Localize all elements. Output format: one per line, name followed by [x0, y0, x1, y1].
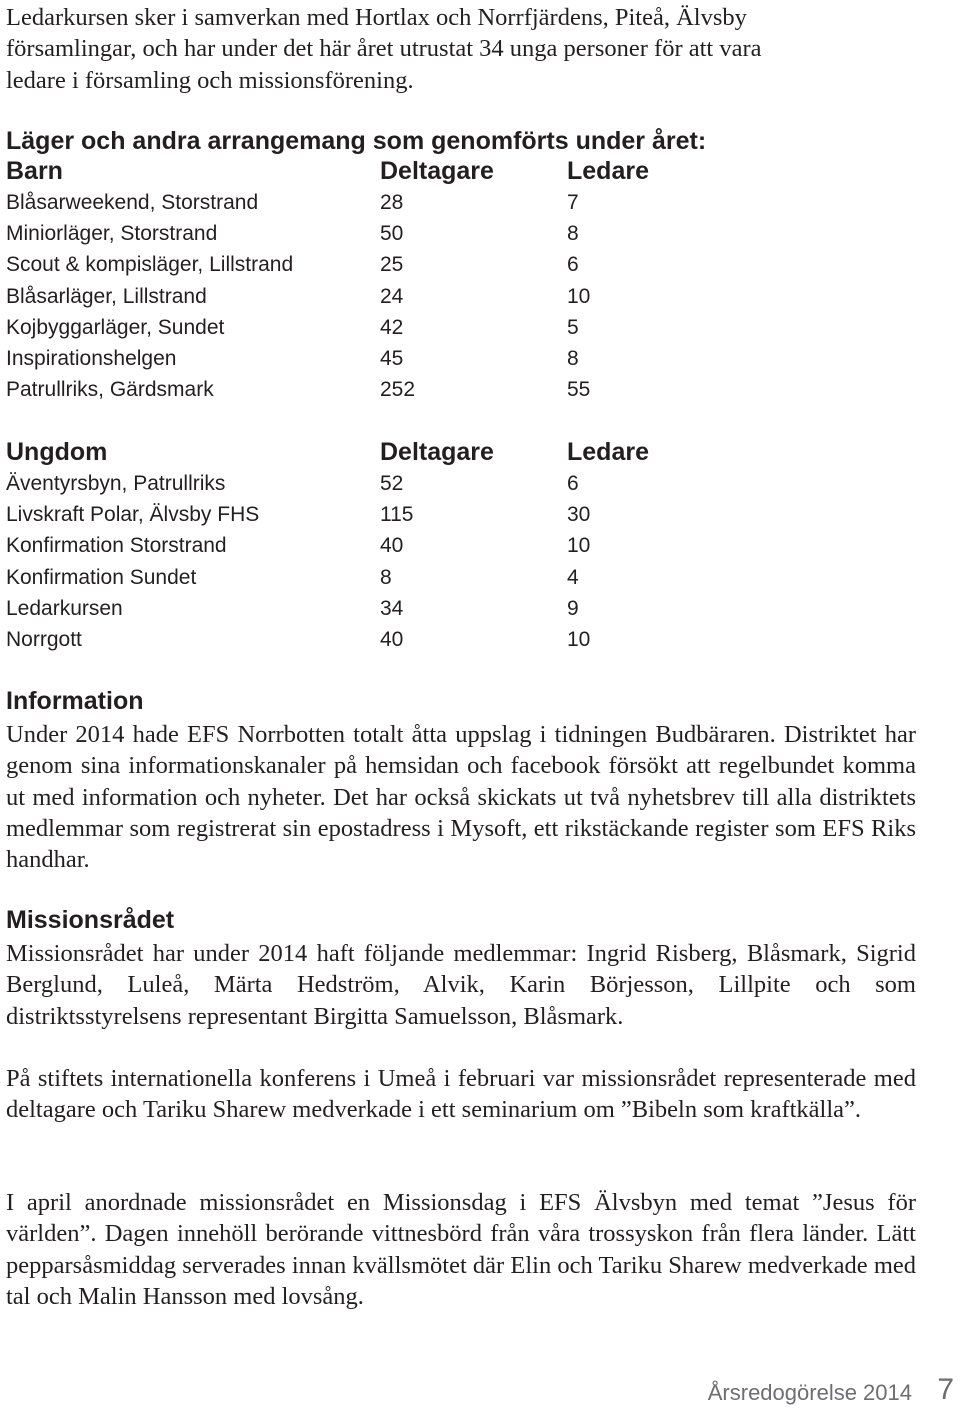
leaders-count: 6 [567, 472, 579, 495]
intro-line: ledare i församling och missionsförening. [6, 66, 414, 94]
event-name: Inspirationshelgen [6, 346, 177, 370]
event-name: Livskraft Polar, Älvsby FHS [6, 503, 260, 527]
mission-paragraph: I april anordnade missionsrådet en Missionsdag i EFS Älvsbyn med temat ”Jesus för världen”. Dagen innehöll berörande vittnesbörd från våra trossyskon från flera länder. Lätt pepparsåsmiddag serverades innan kvällsmötet där Elin och Tariku Sharew medverkade med tal och Malin Hansson med lovsång. [6, 1189, 916, 1310]
footer-title: Årsredogörelse 2014 [707, 1380, 912, 1405]
mission-heading: Missionsrådet [6, 906, 175, 934]
participants-count: 8 [380, 565, 392, 589]
leaders-count: 10 [567, 284, 591, 308]
leaders-count: 30 [567, 503, 591, 527]
participants-count: 115 [380, 503, 414, 527]
table-header-row [6, 436, 706, 468]
participants-count: 45 [380, 346, 404, 370]
leaders-count: 5 [567, 315, 579, 339]
column-header-participants: Deltagare [380, 157, 494, 185]
table-row [6, 343, 706, 374]
leaders-count: 9 [567, 596, 579, 620]
column-header-leaders: Ledare [567, 157, 649, 185]
event-name: Blåsarläger, Lillstrand [6, 284, 207, 308]
leaders-count: 10 [567, 627, 591, 651]
event-name: Patrullriks, Gärdsmark [6, 378, 214, 402]
table-row [6, 312, 706, 343]
participants-count: 25 [380, 253, 404, 277]
participants-count: 34 [380, 596, 404, 620]
event-name: Ledarkursen [6, 596, 123, 620]
youth-events-table [6, 436, 706, 655]
leaders-count: 55 [567, 378, 591, 402]
table-row [6, 281, 706, 312]
table-header-row [6, 155, 706, 187]
events-heading: Läger och andra arrangemang som genomförts under året: [6, 127, 707, 155]
table-row [6, 249, 706, 280]
participants-count: 40 [380, 627, 404, 651]
table-row [6, 624, 706, 655]
event-name: Norrgott [6, 627, 82, 651]
column-header-category: Barn [6, 157, 63, 185]
table-row [6, 530, 706, 561]
information-paragraph: Under 2014 hade EFS Norrbotten totalt åtta uppslag i tidningen Budbäraren. Distriktet har genom sina informationskanaler på hemsidan och facebook försökt att regelbundet komma ut med information och nyheter. Det har också skickats ut två nyhetsbrev till alla distriktets medlemmar som registrerat sin epostadress i Mysoft, ett rikstäckande register som EFS Riks handhar. [6, 721, 916, 874]
intro-line: Ledarkursen sker i samverkan med Hortlax och Norrfjärdens, Piteå, Älvsby [6, 4, 747, 31]
leaders-count: 8 [567, 346, 579, 370]
table-row [6, 562, 706, 593]
event-name: Scout & kompisläger, Lillstrand [6, 253, 294, 277]
table-row [6, 218, 706, 249]
leaders-count: 4 [567, 565, 579, 589]
participants-count: 42 [380, 315, 404, 339]
participants-count: 28 [380, 191, 404, 214]
participants-count: 52 [380, 472, 404, 495]
event-name: Miniorläger, Storstrand [6, 222, 218, 246]
table-row [6, 499, 706, 530]
participants-count: 40 [380, 534, 404, 558]
intro-line: församlingar, och har under det här året utrustat 34 unga personer för att vara [6, 35, 762, 63]
event-name: Kojbyggarläger, Sundet [6, 315, 225, 339]
participants-count: 24 [380, 284, 404, 308]
mission-paragraph: Missionsrådet har under 2014 haft följande medlemmar: Ingrid Risberg, Blåsmark, Sigrid Berglund, Luleå, Märta Hedström, Alvik, Karin Börjesson, Lillpite och som distriktsstyrelsens representant Birgitta Samuelsson, Blåsmark. [6, 940, 916, 1030]
table-row [6, 374, 706, 405]
table-row [6, 593, 706, 624]
intro-paragraph [6, 2, 954, 96]
leaders-count: 8 [567, 222, 579, 246]
event-name: Blåsarweekend, Storstrand [6, 191, 259, 214]
mission-paragraph: På stiftets internationella konferens i Umeå i februari var missionsrådet representerade med deltagare och Tariku Sharew medverkade i ett seminarium om ”Bibeln som kraftkälla”. [6, 1065, 916, 1124]
page-number: 7 [937, 1373, 954, 1406]
participants-count: 50 [380, 222, 404, 246]
table-row [6, 187, 706, 218]
event-name: Konfirmation Sundet [6, 565, 197, 589]
column-header-category: Ungdom [6, 438, 108, 466]
event-name: Konfirmation Storstrand [6, 534, 227, 558]
column-header-participants: Deltagare [380, 438, 494, 466]
participants-count: 252 [380, 378, 416, 402]
children-events-table [6, 155, 706, 405]
information-heading: Information [6, 687, 144, 715]
event-name: Äventyrsbyn, Patrullriks [6, 472, 226, 495]
leaders-count: 10 [567, 534, 591, 558]
leaders-count: 7 [567, 191, 579, 214]
column-header-leaders: Ledare [567, 438, 649, 466]
leaders-count: 6 [567, 253, 579, 277]
table-row [6, 468, 706, 499]
